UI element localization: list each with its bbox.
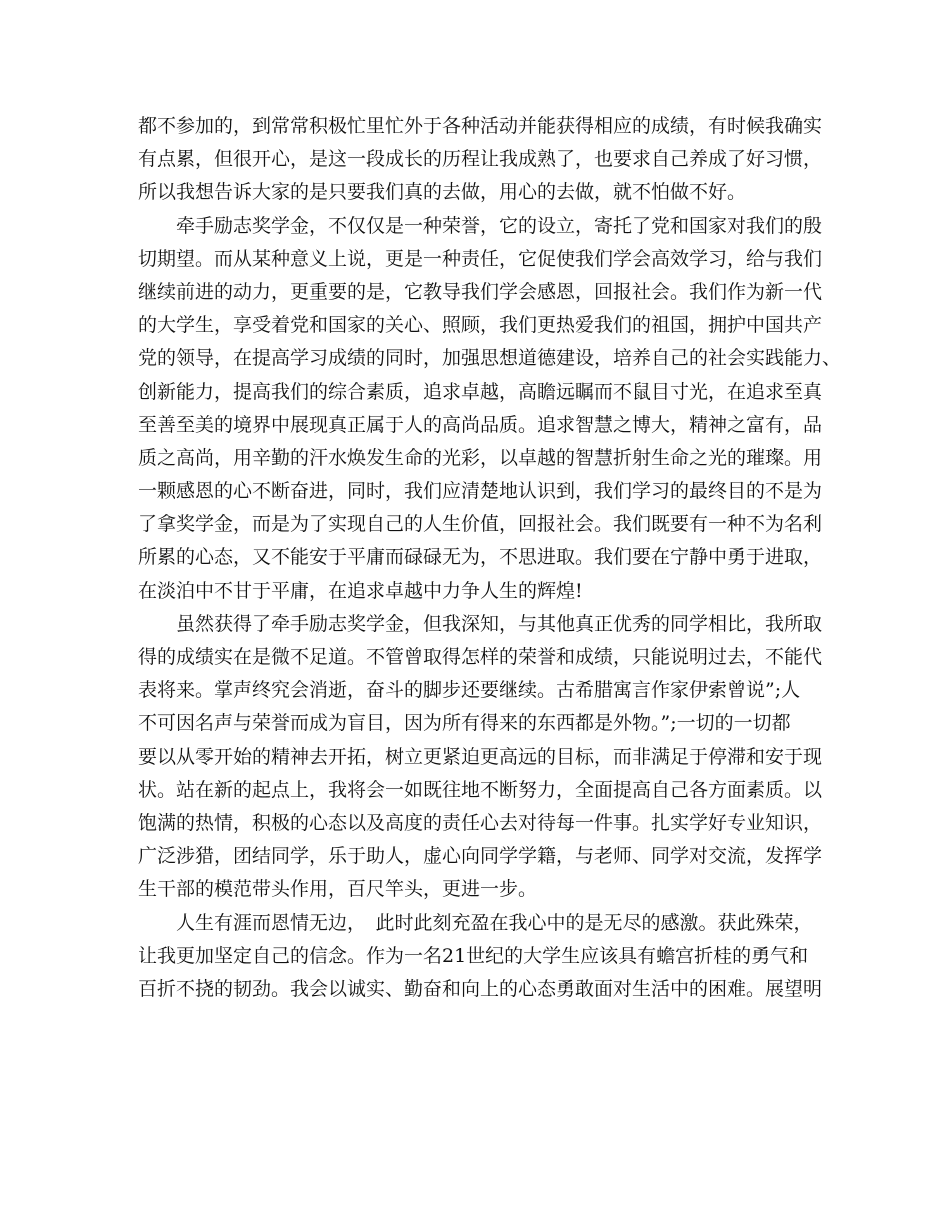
text-line: 所以我想告诉大家的是只要我们真的去做，用心的去做，就不怕做不好。 xyxy=(138,181,747,204)
text-line: 广泛涉猎，团结同学，乐于助人，虚心向同学学籍，与老师、同学对交流，发挥学 xyxy=(138,845,823,868)
text-line: 百折不挠的韧劲。我会以诚实、勤奋和向上的心态勇敢面对生活中的困难。展望明 xyxy=(138,977,823,1000)
text-line: 饱满的热情，积极的心态以及高度的责任心去对待每一件事。扎实学好专业知识， xyxy=(138,811,823,834)
document-body xyxy=(138,110,842,1006)
text-line: 虽然获得了牵手励志奖学金，但我深知，与其他真正优秀的同学相比，我所取 xyxy=(138,612,823,635)
text-line: 了拿奖学金，而是为了实现自己的人生价值，回报社会。我们既要有一种不为名利 xyxy=(138,513,823,536)
text-line: 一颗感恩的心不断奋进，同时，我们应清楚地认识到，我们学习的最终目的不是为 xyxy=(138,480,823,503)
text-line: 不可因名声与荣誉而成为盲目，因为所有得来的东西都是外物。”;一切的一切都 xyxy=(138,712,791,735)
text-line: 所累的心态，又不能安于平庸而碌碌无为，不思进取。我们要在宁静中勇于进取， xyxy=(138,546,823,569)
text-line: 至善至美的境界中展现真正属于人的高尚品质。追求智慧之博大，精神之富有，品 xyxy=(138,413,823,436)
text-line: 人生有涯而恩情无边， 此时此刻充盈在我心中的是无尽的感激。获此殊荣， xyxy=(138,911,813,934)
text-line: 的大学生，享受着党和国家的关心、照顾，我们更热爱我们的祖国，拥护中国共产 xyxy=(138,314,823,337)
text-line: 在淡泊中不甘于平庸，在追求卓越中力争人生的辉煌! xyxy=(138,579,583,602)
text-line: 让我更加坚定自己的信念。作为一名21世纪的大学生应该具有蟾宫折桂的勇气和 xyxy=(138,944,809,967)
text-line: 切期望。而从某种意义上说，更是一种责任，它促使我们学会高效学习，给与我们 xyxy=(138,247,823,270)
text-line: 状。站在新的起点上，我将会一如既往地不断努力，全面提高自己各方面素质。以 xyxy=(138,778,823,801)
text-line: 党的领导，在提高学习成绩的同时，加强思想道德建设，培养自己的社会实践能力、 xyxy=(138,347,842,370)
text-line: 创新能力，提高我们的综合素质，追求卓越，高瞻远瞩而不鼠目寸光，在追求至真 xyxy=(138,380,823,403)
text-line: 要以从零开始的精神去开拓，树立更紧迫更高远的目标，而非满足于停滞和安于现 xyxy=(138,745,823,768)
text-line: 继续前进的动力，更重要的是，它教导我们学会感恩，回报社会。我们作为新一代 xyxy=(138,280,823,303)
text-line: 生干部的模范带头作用，百尺竿头，更进一步。 xyxy=(138,878,538,901)
text-line: 表将来。掌声终究会消逝，奋斗的脚步还要继续。古希腊寓言作家伊索曾说”;人 xyxy=(138,679,801,702)
text-line: 牵手励志奖学金，不仅仅是一种荣誉，它的设立，寄托了党和国家对我们的殷 xyxy=(138,214,823,237)
text-line: 有点累，但很开心，是这一段成长的历程让我成熟了，也要求自己养成了好习惯， xyxy=(138,148,823,171)
text-line: 得的成绩实在是微不足道。不管曾取得怎样的荣誉和成绩，只能说明过去，不能代 xyxy=(138,646,823,668)
text-line: 质之高尚，用辛勤的汗水焕发生命的光彩，以卓越的智慧折射生命之光的璀璨。用 xyxy=(138,446,823,469)
text-line: 都不参加的，到常常积极忙里忙外于各种活动并能获得相应的成绩，有时候我确实 xyxy=(138,115,823,137)
